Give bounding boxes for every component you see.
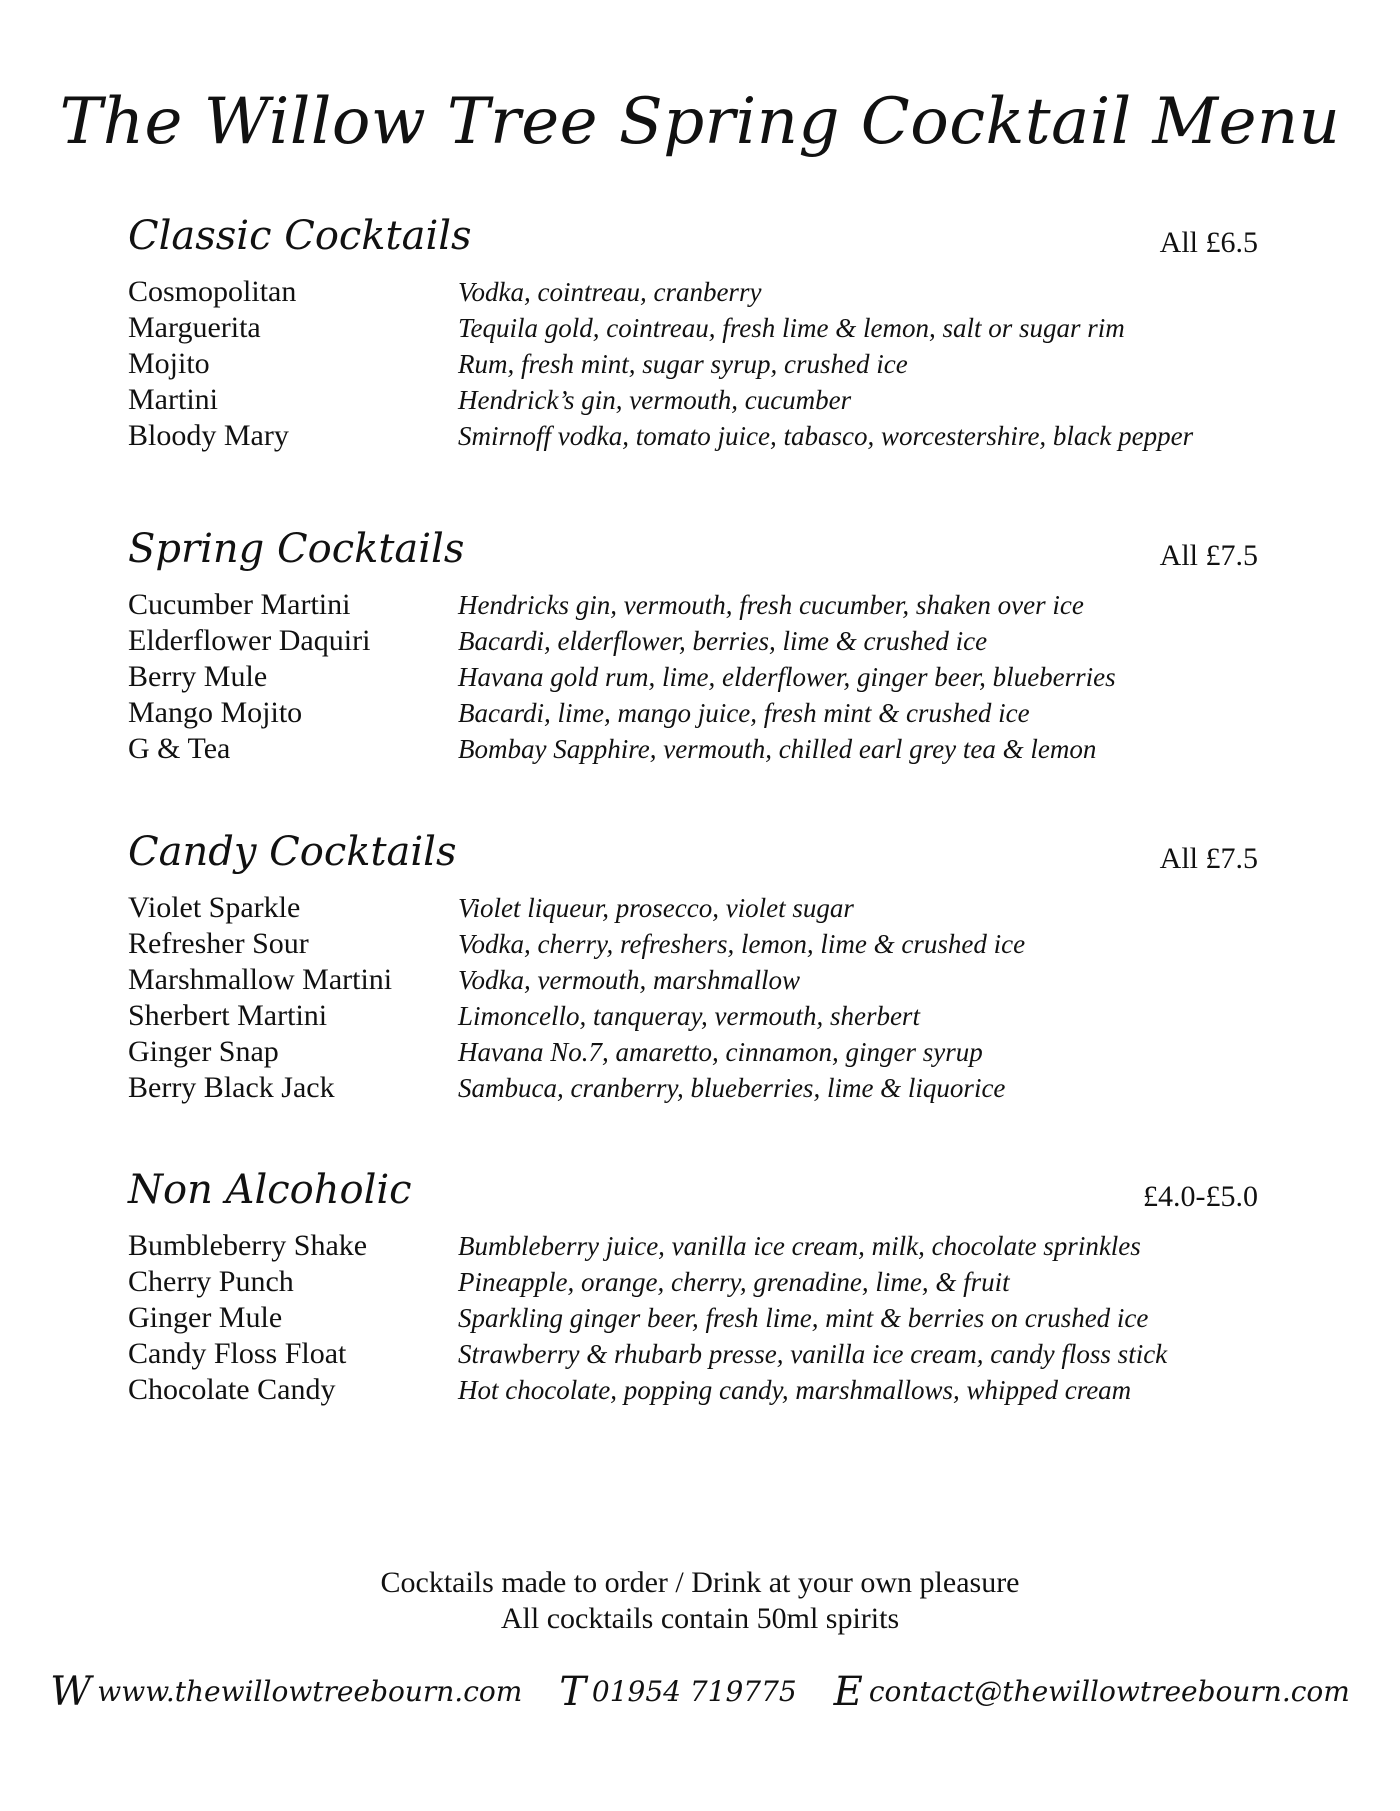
menu-item [128,1264,1258,1300]
menu-item [128,310,1258,346]
item-description: Havana No.7, amaretto, cinnamon, ginger syrup [458,1037,983,1067]
website-link[interactable]: www.thewillowtreebourn.com [97,1675,523,1708]
section-title: Classic Cocktails [128,213,472,259]
section-price: All £7.5 [1159,539,1258,572]
item-description: Tequila gold, cointreau, fresh lime & lemon, salt or sugar rim [458,313,1125,343]
item-description: Sambuca, cranberry, blueberries, lime & liquorice [458,1073,1006,1103]
section-header [128,829,1258,890]
email-link[interactable]: contact@thewillowtreebourn.com [868,1675,1350,1708]
menu-item [128,926,1258,962]
item-name: Elderflower Daquiri [128,624,371,657]
menu-item [128,1228,1258,1264]
item-description: Pineapple, orange, cherry, grenadine, lime, & fruit [458,1267,1010,1297]
item-description: Sparkling ginger beer, fresh lime, mint & berries on crushed ice [458,1303,1149,1333]
website-contact[interactable] [50,1669,531,1715]
item-name: Cherry Punch [128,1265,294,1298]
menu-item [128,1300,1258,1336]
section-price: £4.0-£5.0 [1143,1180,1258,1213]
item-description: Hendrick’s gin, vermouth, cucumber [458,385,852,415]
item-name: Martini [128,383,218,416]
section-header [128,526,1258,587]
item-description: Bacardi, lime, mango juice, fresh mint & crushed ice [458,698,1030,728]
section-non-alcoholic [128,1167,1258,1408]
footer-note-order: Cocktails made to order / Drink at your own pleasure [380,1566,1020,1599]
menu-item [128,998,1258,1034]
section-candy-cocktails [128,829,1258,1106]
contact-line [0,1669,1400,1715]
item-description: Bumbleberry juice, vanilla ice cream, milk, chocolate sprinkles [458,1231,1141,1261]
section-header [128,1167,1258,1228]
item-description: Vodka, cointreau, cranberry [458,277,762,307]
item-description: Violet liqueur, prosecco, violet sugar [458,893,854,923]
menu-item [128,623,1258,659]
item-name: Ginger Mule [128,1301,283,1334]
menu-item [128,346,1258,382]
email-letter-icon: E [833,1669,863,1715]
menu-item [128,1070,1258,1106]
menu-item [128,274,1258,310]
phone-contact[interactable] [559,1669,805,1715]
menu-item [128,695,1258,731]
menu-item [128,659,1258,695]
menu-item [128,962,1258,998]
menu-item [128,587,1258,623]
item-name: Sherbert Martini [128,999,328,1032]
phone-letter-icon: T [559,1669,586,1715]
item-name: Marguerita [128,311,261,344]
item-name: Violet Sparkle [128,891,301,924]
item-name: Ginger Snap [128,1035,279,1068]
section-spring-cocktails [128,526,1258,767]
section-title: Candy Cocktails [128,829,457,875]
menu-item [128,1336,1258,1372]
item-name: Berry Mule [128,660,268,693]
menu-item [128,418,1258,454]
item-description: Limoncello, tanqueray, vermouth, sherbert [458,1001,920,1031]
item-description: Bacardi, elderflower, berries, lime & crushed ice [458,626,988,656]
section-title: Non Alcoholic [128,1167,412,1213]
item-name: G & Tea [128,732,231,765]
item-description: Havana gold rum, lime, elderflower, ginger beer, blueberries [458,662,1116,692]
item-description: Vodka, cherry, refreshers, lemon, lime & crushed ice [458,929,1026,959]
item-description: Rum, fresh mint, sugar syrup, crushed ice [458,349,908,379]
item-description: Strawberry & rhubarb presse, vanilla ice cream, candy floss stick [458,1339,1168,1369]
item-name: Cosmopolitan [128,275,297,308]
footer-note-spirits: All cocktails contain 50ml spirits [500,1602,900,1635]
item-description: Hot chocolate, popping candy, marshmallows, whipped cream [458,1375,1132,1405]
section-classic-cocktails [128,213,1258,454]
item-name: Marshmallow Martini [128,963,393,996]
section-price: All £7.5 [1159,842,1258,875]
website-letter-icon: W [50,1669,92,1715]
item-description: Bombay Sapphire, vermouth, chilled earl grey tea & lemon [458,734,1097,764]
menu-item [128,731,1258,767]
item-name: Mango Mojito [128,696,303,729]
phone-number[interactable]: 01954 719775 [591,1675,797,1708]
item-description: Hendricks gin, vermouth, fresh cucumber, shaken over ice [458,590,1084,620]
item-name: Candy Floss Float [128,1337,347,1370]
menu-item [128,382,1258,418]
menu-item [128,1372,1258,1408]
section-price: All £6.5 [1159,226,1258,259]
item-description: Vodka, vermouth, marshmallow [458,965,800,995]
item-name: Chocolate Candy [128,1373,336,1406]
item-name: Berry Black Jack [128,1071,335,1104]
email-contact[interactable] [833,1669,1350,1715]
section-header [128,213,1258,274]
menu-item [128,890,1258,926]
item-name: Mojito [128,347,210,380]
section-title: Spring Cocktails [128,526,465,572]
item-name: Cucumber Martini [128,588,351,621]
item-name: Bumbleberry Shake [128,1229,368,1262]
item-description: Smirnoff vodka, tomato juice, tabasco, worcestershire, black pepper [458,421,1194,451]
item-name: Refresher Sour [128,927,309,960]
menu-item [128,1034,1258,1070]
item-name: Bloody Mary [128,419,289,452]
menu-title: The Willow Tree Spring Cocktail Menu [59,85,1341,159]
